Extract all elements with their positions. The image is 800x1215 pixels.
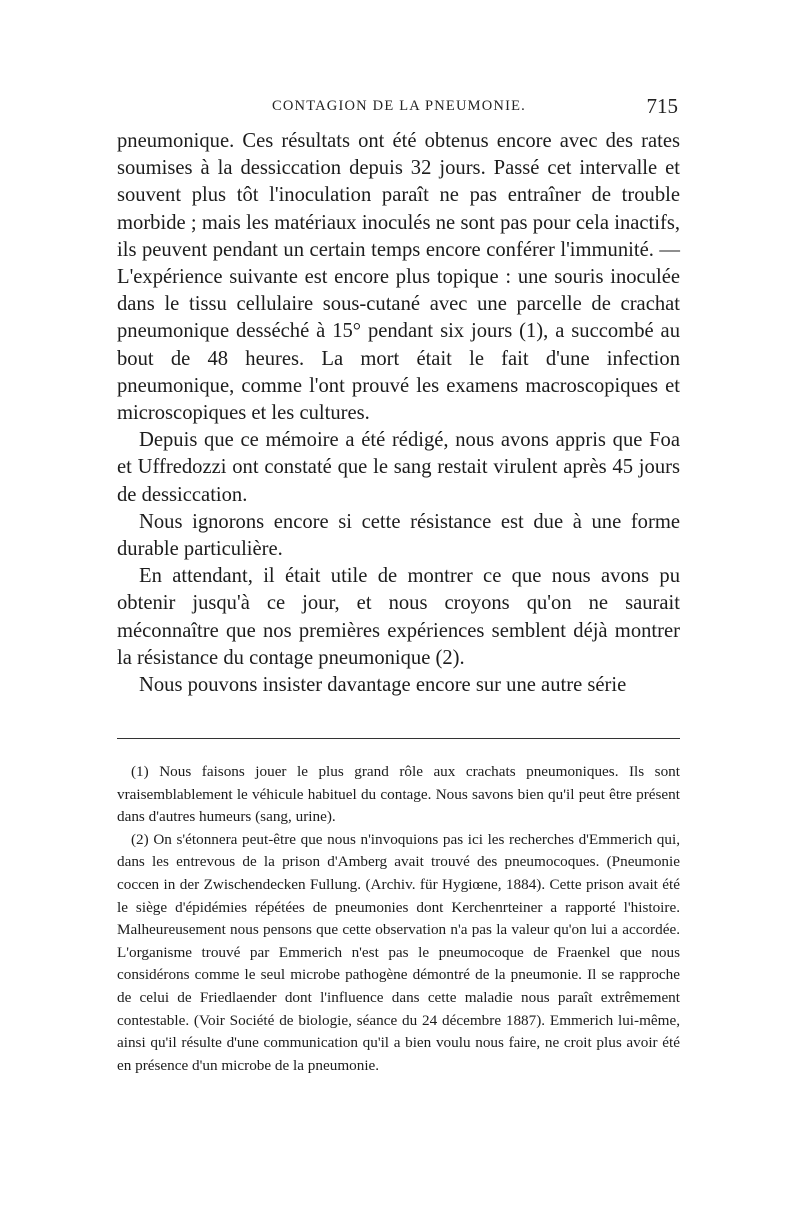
- footnote: (1) Nous faisons jouer le plus grand rôle aux crachats pneumoniques. Ils sont vraisemblablement le véhicule habituel du contage. Nous savons bien qu'il peut être présent dans d'autres humeurs (sang, urine).: [117, 763, 680, 826]
- body-text: [117, 128, 680, 699]
- paragraph: En attendant, il était utile de montrer ce que nous avons pu obtenir jusqu'à ce jour, et nous croyons qu'on ne saurait méconnaître que nos premières expériences semblent déjà montrer la résistance du contage pneumonique (2).: [117, 565, 680, 669]
- running-title: CONTAGION DE LA PNEUMONIE.: [272, 98, 526, 114]
- paragraph: Nous pouvons insister davantage encore sur une autre série: [139, 674, 627, 697]
- footnote: (2) On s'étonnera peut-être que nous n'invoquions pas ici les recherches d'Emmerich qui, dans les entrevous de la prison d'Amberg avait trouvé des pneumocoques. (Pneumonie coccen in der Zwischendecken Fullung. (Archiv. für Hygiœne, 1884). Cette prison avait été le siège d'épidémies répétées de pneumonies dont Kerchenrteiner a rapporté l'histoire. Malheureusement nous pensons que cette observation n'a pas la valeur qu'on lui a accordée. L'organisme trouvé par Emmerich n'est pas le pneumocoque de Fraenkel que nous considérons comme le seul microbe pathogène démontré de la pneumonie. Il se rapproche de celui de Friedlaender dont l'influence dans cette maladie nous paraît extrêmement contestable. (Voir Société de biologie, séance du 24 décembre 1887). Emmerich lui-même, ainsi qu'il résulte d'une communication qu'il a bien voulu nous faire, ne croit plus avoir été en présence d'un microbe de la pneumonie.: [117, 830, 680, 1074]
- paragraph: Depuis que ce mémoire a été rédigé, nous avons appris que Foa et Uffredozzi ont constaté que le sang restait virulent après 45 jours de dessiccation.: [117, 429, 680, 506]
- page-number: 715: [646, 94, 678, 118]
- page-header: [118, 96, 680, 122]
- paragraph: pneumonique. Ces résultats ont été obtenus encore avec des rates soumises à la dessiccation depuis 32 jours. Passé cet intervalle et souvent plus tôt l'inoculation paraît ne pas entraîner de trouble morbide ; mais les matériaux inoculés ne sont pas pour cela inactifs, ils peuvent pendant un certain temps encore conférer l'immunité. — L'expérience suivante est encore plus topique : une souris inoculée dans le tissu cellulaire sous-cutané avec une parcelle de crachat pneumonique desséché à 15° pendant six jours (1), a succombé au bout de 48 heures. La mort était le fait d'une infection pneumonique, comme l'ont prouvé les examens macroscopiques et microscopiques et les cultures.: [117, 130, 680, 425]
- paragraph: Nous ignorons encore si cette résistance est due à une forme durable particulière.: [117, 510, 680, 561]
- footnotes: [117, 761, 680, 1077]
- footnote-divider: [117, 738, 680, 739]
